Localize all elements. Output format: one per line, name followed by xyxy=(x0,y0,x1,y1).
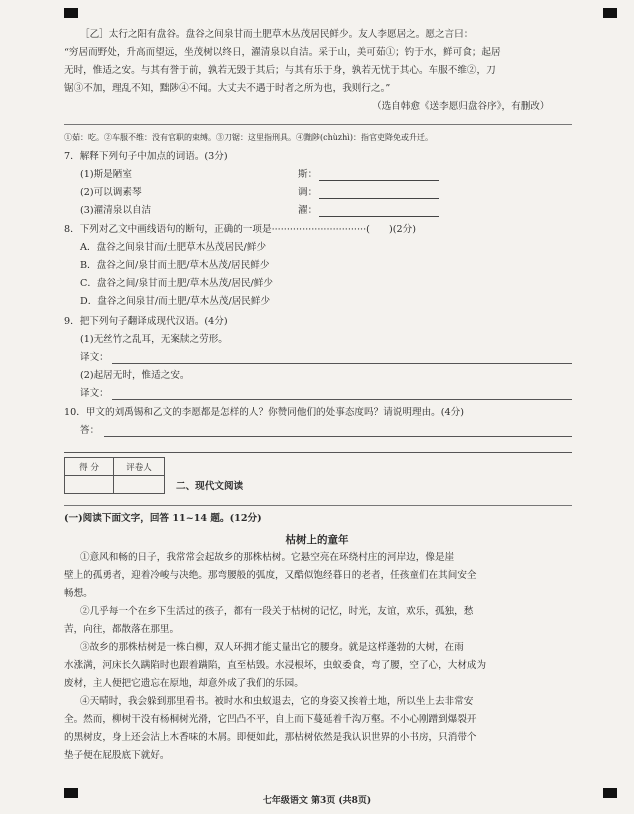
passage-b-line-3: 无时，惟适之安。与其有誉于前，孰若无毁于其后；与其有乐于身，孰若无忧于其心。车服不维②，刀 xyxy=(64,65,496,76)
q7-answer-3[interactable] xyxy=(319,206,439,217)
q7-key-3: 濯： xyxy=(298,204,439,217)
q9-sentence-1: (1)无丝竹之乱耳，无案牍之劳形。 xyxy=(80,334,228,345)
q10-answer-line-1[interactable] xyxy=(104,436,572,437)
q7-answer-1[interactable] xyxy=(319,170,439,181)
passage-b-line-2: “穷居而野处，升高而望远，坐茂树以终日，濯清泉以自洁。采于山，美可茹①；钓于水，鲜可食；起居 xyxy=(64,47,501,58)
corner-mark-top-right xyxy=(603,8,617,18)
q7-stem: 7．解释下列句子中加点的词语。(3分) xyxy=(64,151,228,162)
q9-answer-line-2[interactable] xyxy=(112,399,572,400)
q8-option-d[interactable]: D．盘谷之间泉甘/而土肥/草木丛茂/居民鲜少 xyxy=(80,296,271,307)
score-header: 得 分 xyxy=(65,458,114,476)
part-instruction: (一)阅读下面文字，回答 11~14 题。(12分) xyxy=(64,513,262,524)
article-line-9: ④天晴时，我会躲到那里看书。被时水和虫蚁退去，它的身姿又挨着土地，所以坐上去非常安 xyxy=(80,696,474,707)
notes-divider xyxy=(64,124,572,125)
q10-answer-label: 答： xyxy=(80,425,100,436)
article-line-11: 的黑树皮，身上还会沾上木香味的木屑。即便如此，那枯树依然是我认识世界的小书房，只消带个 xyxy=(64,732,477,743)
q7-answer-2[interactable] xyxy=(319,188,439,199)
article-line-12: 垫子便在屁股底下就好。 xyxy=(64,750,170,761)
q7-item-2: (2)可以调素琴 xyxy=(80,187,142,198)
q7-item-3: (3)濯清泉以自洁 xyxy=(80,205,152,216)
article-line-8: 废材，主人便把它遗忘在原地，却意外成了我们的乐园。 xyxy=(64,678,304,689)
q9-answer-line-1[interactable] xyxy=(112,363,572,364)
article-line-7: 水涨满，河床长久蹒陷时也跟着蹒陷，直至枯毁。水浸根坏，虫蚁委食，弯了腰，空了心，大材成为 xyxy=(64,660,487,671)
grader-cell[interactable] xyxy=(114,476,165,494)
q9-sentence-2: (2)起居无时，惟适之安。 xyxy=(80,370,190,381)
article-line-3: 畅想。 xyxy=(64,588,93,599)
q8-stem: 8．下列对乙文中画线语句的断句，正确的一项是·······························( )(2分) xyxy=(64,224,416,235)
q7-key-1: 斯： xyxy=(298,168,439,181)
score-table xyxy=(64,457,165,494)
article-line-6: ③故乡的那株枯树是一株白柳，双人环拥才能丈量出它的腰身。就是这样蓬勃的大树，在雨 xyxy=(80,642,464,653)
q9-translation-label-2: 译文： xyxy=(80,388,109,399)
article-line-4: ②几乎每一个在乡下生活过的孩子，都有一段关于枯树的记忆，时光，友谊，欢乐，孤独，愁 xyxy=(80,606,474,617)
passage-source: （选自韩愈《送李愿归盘谷序》，有删改） xyxy=(372,101,550,112)
article-line-1: ①意风和畅的日子，我常常会起故乡的那株枯树。它悬空亮在环绕村庄的河岸边，像是崖 xyxy=(80,552,455,563)
page-footer: 七年级语文 第3页 (共8页) xyxy=(262,796,372,806)
q7-key-2: 调： xyxy=(298,186,439,199)
footnotes: ①茹：吃。②车服不维：没有官职的束缚。③刀锯：这里指刑具。④黜陟(chùzhì)：指官吏降免或升迁。 xyxy=(64,133,433,142)
article-line-10: 全。然而，柳树干没有杨桐树光滑，它凹凸不平，自上而下蔓延着千沟万壑。不小心刚蹭到爆裂开 xyxy=(64,714,477,725)
q9-translation-label-1: 译文： xyxy=(80,352,109,363)
passage-b-line-1: ［乙］太行之阳有盘谷。盘谷之间泉甘而土肥草木丛茂居民鲜少。友人李愿居之。愿之言曰： xyxy=(80,29,474,40)
section-divider xyxy=(64,505,572,506)
q7-item-1: (1)斯是陋室 xyxy=(80,169,132,180)
q10-stem: 10．甲文的刘禹锡和乙文的李愿都是怎样的人？你赞同他们的处事态度吗？请说明理由。(4分) xyxy=(64,407,464,418)
section-title: 二、现代文阅读 xyxy=(176,481,244,492)
q10-answer-line-2[interactable] xyxy=(64,452,572,453)
q9-stem: 9．把下列句子翻译成现代汉语。(4分) xyxy=(64,316,228,327)
article-line-2: 壁上的孤勇者，迎着冷峻与决绝。那弯腰般的弧度，又酷似饱经暮日的老者，任孩童们在其间安全 xyxy=(64,570,477,581)
q8-option-b[interactable]: B．盘谷之间/泉甘而土肥/草木丛茂/居民鲜少 xyxy=(80,260,270,271)
q8-option-c[interactable]: C．盘谷之间/泉甘而土肥/草木丛茂/居民/鲜少 xyxy=(80,278,273,289)
q8-option-a[interactable]: A．盘谷之间泉甘而/土肥草木丛茂居民/鲜少 xyxy=(80,242,267,253)
score-cell[interactable] xyxy=(65,476,114,494)
passage-b-line-4: 锯③不加，理乱不知，黜陟④不闻。大丈夫不遇于时者之所为也，我则行之。” xyxy=(64,83,391,94)
corner-mark-top-left xyxy=(64,8,78,18)
article-title: 枯树上的童年 xyxy=(285,534,349,546)
article-line-5: 苦，向往，都散落在那里。 xyxy=(64,624,180,635)
grader-header: 评卷人 xyxy=(114,458,165,476)
